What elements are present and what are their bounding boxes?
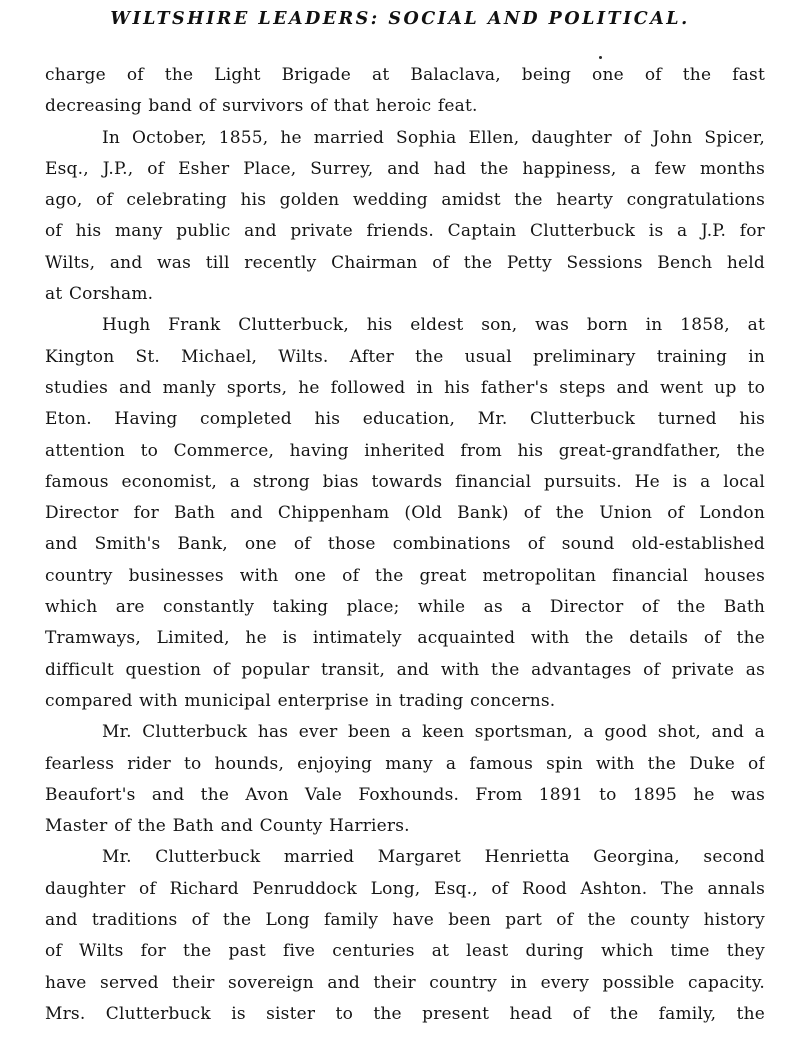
text-line: daughter of Richard Penruddock Long, Esq., of Rood Ashton. The annals — [45, 878, 765, 899]
text-line: and traditions of the Long family have been part of the county history — [45, 910, 765, 931]
text-line: have served their sovereign and their country in every possible capacity. — [45, 972, 765, 993]
text-line: difficult question of popular transit, and with the advantages of private as — [45, 659, 765, 680]
text-line: fearless rider to hounds, enjoying many a famous spin with the Duke of — [45, 753, 765, 774]
text-line: studies and manly sports, he followed in his father's steps and went up to — [45, 377, 765, 398]
text-line: which are constantly taking place; while as a Director of the Bath — [45, 597, 765, 618]
scan-artifact-dot — [599, 56, 602, 59]
text-line: Kington St. Michael, Wilts. After the usual preliminary training in — [45, 346, 765, 367]
text-line: decreasing band of survivors of that heroic feat. — [45, 96, 478, 117]
text-line: In October, 1855, he married Sophia Ellen, daughter of John Spicer, — [102, 127, 765, 148]
text-line: Eton. Having completed his education, Mr. Clutterbuck turned his — [45, 409, 765, 430]
text-line: compared with municipal enterprise in trading concerns. — [45, 690, 556, 711]
text-line: of Wilts for the past five centuries at least during which time they — [45, 941, 765, 962]
text-line: Director for Bath and Chippenham (Old Bank) of the Union of London — [45, 503, 765, 524]
text-line: Mr. Clutterbuck married Margaret Henrietta Georgina, second — [102, 847, 765, 868]
page-header: WILTSHIRE LEADERS: SOCIAL AND POLITICAL. — [110, 9, 690, 29]
text-line: of his many public and private friends. Captain Clutterbuck is a J.P. for — [45, 221, 765, 242]
text-line: Tramways, Limited, he is intimately acquainted with the details of the — [45, 628, 765, 649]
text-line: country businesses with one of the great metropolitan financial houses — [45, 565, 765, 586]
text-line: Esq., J.P., of Esher Place, Surrey, and had the happiness, a few months — [45, 158, 765, 179]
text-line: ago, of celebrating his golden wedding amidst the hearty congratulations — [45, 190, 765, 211]
text-line: charge of the Light Brigade at Balaclava, being one of the fast — [45, 65, 765, 85]
text-line: famous economist, a strong bias towards financial pursuits. He is a local — [45, 471, 765, 492]
text-line: at Corsham. — [45, 284, 154, 305]
page-body — [45, 60, 765, 1030]
text-line: Hugh Frank Clutterbuck, his eldest son, was born in 1858, at — [102, 315, 765, 336]
text-line: Mrs. Clutterbuck is sister to the present head of the family, the — [45, 1003, 765, 1024]
text-line: Mr. Clutterbuck has ever been a keen sportsman, a good shot, and a — [102, 722, 765, 743]
text-line: attention to Commerce, having inherited from his great-grandfather, the — [45, 440, 765, 461]
text-line: Wilts, and was till recently Chairman of the Petty Sessions Bench held — [45, 252, 765, 273]
text-line: and Smith's Bank, one of those combinations of sound old-established — [45, 534, 765, 555]
text-line: Master of the Bath and County Harriers. — [45, 816, 410, 837]
text-line: Beaufort's and the Avon Vale Foxhounds. From 1891 to 1895 he was — [45, 784, 765, 805]
